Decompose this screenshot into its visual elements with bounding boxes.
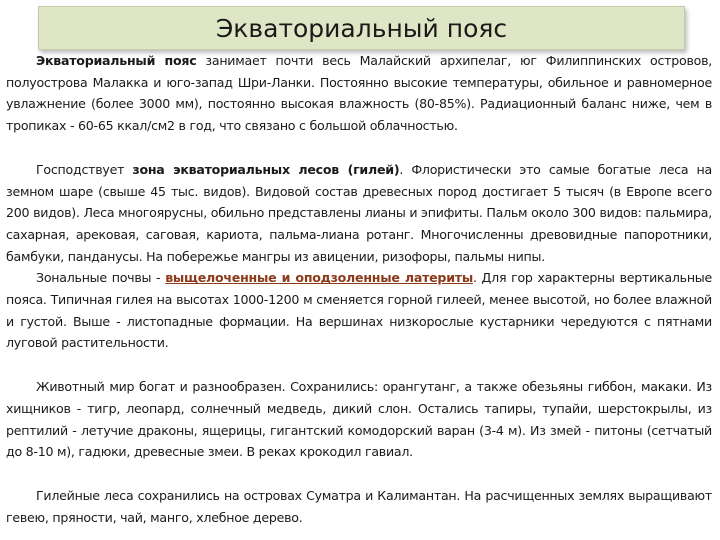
paragraph-forests bbox=[6, 159, 712, 268]
slide-body bbox=[6, 50, 712, 528]
paragraph-gap bbox=[6, 137, 712, 159]
paragraph-fauna: Животный мир богат и разнообразен. Сохранились: орангутанг, а также обезьяны гиббон, макаки. Из хищников - тигр, леопард, солнечный медведь, дикий слон. Остались тапиры, тупайи, шерстокрылы, из рептилий - летучие драконы, ящерицы, гигантский комодорский варан (3-4 м). Из змей - питоны (сетчатый до 8-10 м), гадюки, древесные змеи. В реках крокодил гавиал. bbox=[6, 379, 712, 460]
soils-text: . Для гор характерны вертикальные пояса. Типичная гилея на высотах 1000-1200 м сменяется горной гилеей, менее высотой, но более влажной и густой. Выше - листопадные формации. На вершинах низкорослые кустарники чередуются с пятнами луговой растительности. bbox=[6, 270, 712, 351]
climate-text: занимает почти весь Малайский архипелаг, юг Филиппинских островов, полуострова Малакка и юго-запад Шри-Ланки. Постоянно высокие температуры, обильное и равномерное увлажнение (более 3000 мм), постоянно высокая влажность (80-85%). Радиационный баланс ниже, чем в тропиках - 60-65 ккал/см2 в год, что связано с большой облачностью. bbox=[6, 53, 712, 134]
slide-title: Экваториальный пояс bbox=[215, 13, 508, 43]
forests-text: . Флористически это самые богатые леса на земном шаре (свыше 45 тыс. видов). Видовой состав древесных пород достигает 5 тысяч (в Европе всего 200 видов). Леса многоярусны, обильно представлены лианы и эпифиты. Пальм около 300 видов: пальмира, сахарная, арековая, саговая, кариота, пальма-лиана ротанг. Многочисленны древовидные папоротники, бамбуки, панданусы. На побережье мангры из авицении, ризофоры, пальмы нипы. bbox=[6, 161, 712, 264]
term-equatorial-belt: Экваториальный пояс bbox=[36, 53, 197, 68]
paragraph-soils bbox=[6, 267, 712, 354]
paragraph-crops: Гилейные леса сохранились на островах Суматра и Калимантан. На расчищенных землях выращивают гевею, пряности, чай, манго, хлебное дерево. bbox=[6, 487, 712, 525]
paragraph-gap bbox=[6, 463, 712, 485]
forests-intro: Господствует bbox=[36, 161, 133, 177]
term-forest-zone: зона экваториальных лесов (гилей) bbox=[132, 161, 400, 177]
paragraph-climate bbox=[6, 50, 712, 137]
title-banner bbox=[38, 6, 685, 50]
laterite-link[interactable]: выщелоченные и оподзоленные латериты bbox=[165, 270, 473, 286]
soils-intro: Зональные почвы - bbox=[36, 270, 166, 286]
paragraph-gap bbox=[6, 354, 712, 376]
